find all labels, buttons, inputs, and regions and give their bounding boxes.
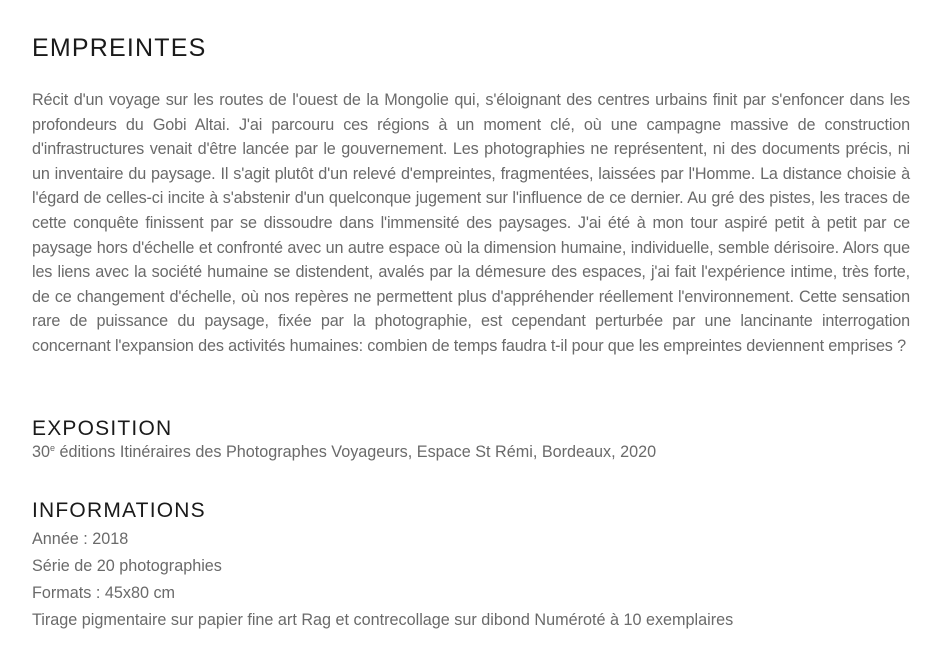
exposition-superscript: e (50, 443, 56, 453)
exposition-number: 30 (32, 443, 51, 461)
exposition-text: éditions Itinéraires des Photographes Voyageurs, Espace St Rémi, Bordeaux, 2020 (55, 443, 657, 461)
info-year: Année : 2018 (32, 530, 129, 548)
info-formats: Formats : 45x80 cm (32, 584, 176, 602)
informations-list (32, 526, 733, 634)
info-print: Tirage pigmentaire sur papier fine art Rag et contrecollage sur dibond Numéroté à 10 exemplaires (32, 611, 734, 629)
exposition-details (32, 443, 656, 462)
project-title: EMPREINTES (32, 34, 207, 62)
project-description: Récit d'un voyage sur les routes de l'ouest de la Mongolie qui, s'éloignant des centres urbains finit par s'enfoncer dans les profondeurs du Gobi Altai. J'ai parcouru ces régions à un moment clé, où une campagne massive de construction d'infrastructures venait d'être lancée par le gouvernement. Les photographies ne représentent, ni des documents précis, ni un inventaire du paysage. Il s'agit plutôt d'un relevé d'empreintes, fragmentées, laissées par l'Homme. La distance choisie à l'égard de celles-ci incite à s'abstenir d'un quelconque jugement sur l'influence de ce dernier. Au gré des pistes, les traces de cette conquête finissent par se dissoudre dans l'immensité des paysages. J'ai été à mon tour aspiré petit à petit par ce paysage hors d'échelle et confronté avec un autre espace où la dimension humaine, individuelle, semble dérisoire. Alors que les liens avec la société humaine se distendent, avalés par la démesure des espaces, j'ai fait l'expérience intime, très forte, de ce changement d'échelle, où nos repères ne permettent plus d'appréhender réellement l'environnement. Cette sensation rare de puissance du paysage, fixée par la photographie, est cependant perturbée par une lancinante interrogation concernant l'expansion des activités humaines: combien de temps faudra t-il pour que les empreintes deviennent emprises ? (32, 91, 910, 355)
info-series: Série de 20 photographies (32, 557, 222, 575)
exposition-heading: EXPOSITION (32, 417, 173, 440)
informations-heading: INFORMATIONS (32, 499, 206, 522)
